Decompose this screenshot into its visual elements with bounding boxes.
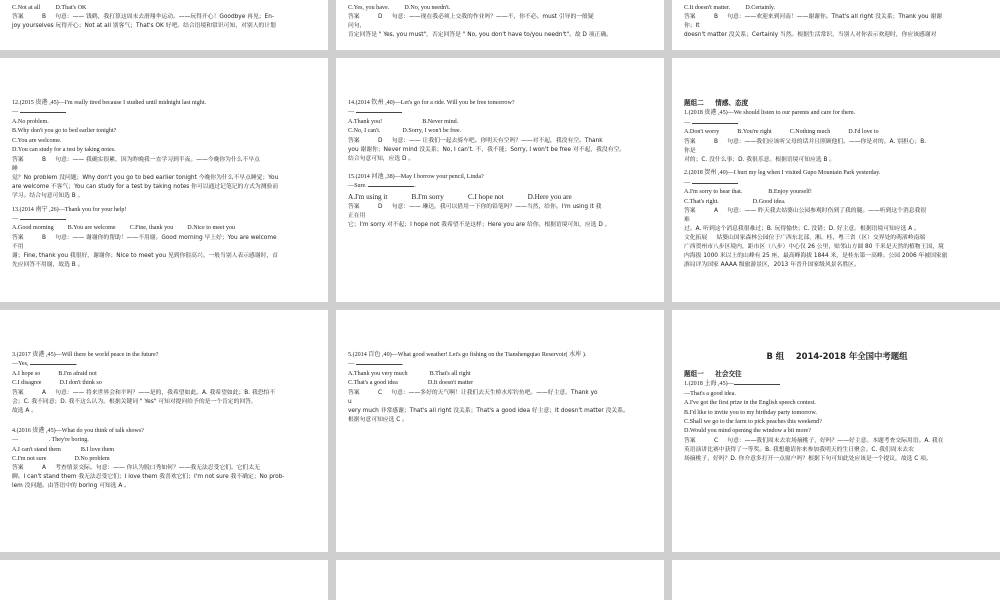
answer-line: 不用 xyxy=(12,243,24,250)
answer-line: 会；C. 我不同意；D. 我不这么认为。根据关键词 " Yes" 可知对提问给予的是一个肯定的回答， xyxy=(12,398,257,405)
blank-line xyxy=(30,360,76,365)
page-2 xyxy=(336,0,664,50)
question-stem: 5.(2014 百色 ,40)—What good weather! Let's go fishing on the Tianshengqiao Reservoir( 水库 ). xyxy=(348,352,587,358)
question-stem: 3.(2017 贵港 ,45)—Will there be world peace in the future? xyxy=(12,352,159,358)
answer-line: 答案 B 句意：——欢迎来到河南！——谢谢你。That's all right 没关系；Thank you 谢谢 xyxy=(684,14,943,21)
option: D.Nice to meet you xyxy=(187,225,235,232)
answer-line: 过。A. 听到这个消息我很难过；B. 玩得愉快；C. 没错；D. 好主意。根据语境可知应选 A 。 xyxy=(684,226,920,233)
option: A.Don't worry xyxy=(684,129,720,136)
answer-blank: — . They're boring. xyxy=(12,437,89,444)
answer-line: 答案 A 句意：—— 将来世界会和平吗？——是的，我希望如此。A. 我希望如此；B. 我恐怕不 xyxy=(12,389,276,396)
options-row xyxy=(348,192,654,203)
question-stem: 15.(2014 河池 ,38)—May I borrow your pencil, Linda? xyxy=(348,173,484,180)
answer-line: 肯定回答是 " Yes, you must"，否定回答是 " No, you don't have to/you needn't"。故 D 项正确。 xyxy=(348,32,612,39)
answer-blank: —Sure. . xyxy=(348,183,416,190)
options-row xyxy=(684,128,990,137)
options-row xyxy=(348,379,654,388)
answer-line: 广西贺州市八步区境内，距市区（八步）中心仅 26 公里，贴邻山方圆 80 千米是天然的植物王国，境 xyxy=(684,244,944,251)
page-12 xyxy=(672,560,1000,600)
page-10 xyxy=(0,560,328,600)
blank-line xyxy=(692,179,738,184)
option: C.I disagree xyxy=(12,380,42,387)
options-row xyxy=(12,370,318,379)
group-title: B 组 2014-2018 年全国中考题组 xyxy=(766,351,908,361)
page-8 xyxy=(336,310,664,552)
answer-line: 睡 xyxy=(12,165,18,172)
option: C.Fine, thank you xyxy=(129,225,174,232)
page-4 xyxy=(0,58,328,302)
option: A.Good morning xyxy=(12,225,54,232)
dash: —Sure. xyxy=(348,183,367,190)
page-7 xyxy=(0,310,328,552)
option: A.No problem. xyxy=(12,118,49,125)
answer-blank xyxy=(684,119,990,128)
answer-line: 文化拓展 姑婆山国家森林公园位于广西东北部，湘、桂、粤三省（区）交界处的萌渚岭南端 xyxy=(684,235,926,242)
option: B.I'd like to invite you to my birthday party tomorrow. xyxy=(684,409,817,416)
question-stem: 13.(2014 南宁 ,26)—Thank you for your help! xyxy=(12,206,127,213)
answer-line: 答案 A 句意：—— 昨天我去姑婆山公园参观时伤到了我的腿。——听到这个消息我很 xyxy=(684,208,927,215)
question-stem: 2.(2018 贺州 ,40)—I hurt my leg when I visited Gupo Mountain Park yesterday. xyxy=(684,170,881,177)
dash: — xyxy=(348,109,355,116)
answer-line: 你；It xyxy=(684,23,700,30)
answer-line: lem 没问题。由答语中的 boring 可知选 A 。 xyxy=(12,483,130,490)
answer-line: 聊。I can't stand them 我无法忍受它们；I love them 我喜欢它们；I'm not sure 我不确定；No prob- xyxy=(12,474,285,481)
answer-line: 答案 B 句意：—— 我确实很累，因为昨晚我一直学习到半夜。——今晚你为什么不早点 xyxy=(12,156,260,163)
answer-line: 答案 D 句意：—— 琳达，我可以借用一下你的铅笔吗？——当然，给你。I'm using it 我 xyxy=(348,203,602,210)
options-row xyxy=(684,198,990,207)
option: B.I'm afraid not xyxy=(58,370,97,377)
answer-line: 英语演讲比赛中获得了一等奖。B. 我想邀请你来参加我明天的生日聚会。C. 我们周末去农 xyxy=(684,446,914,453)
dash: — xyxy=(12,215,19,222)
answer-line: 先应回答不用谢，故选 B 。 xyxy=(12,261,84,268)
option-line: C.Yes, you have. D.No, you needn't. xyxy=(348,5,451,11)
answer-line: 答案 D 句意：—— 让我们一起去骑车吧。你明天有空吗？——对不起，我没有空。Thank xyxy=(348,137,603,144)
page-1 xyxy=(0,0,328,50)
answer-line: 答案 C 句意：——多好的天气啊！让我们去天生桥水库钓鱼吧。——好主意。Thank yo xyxy=(348,389,598,396)
option: D.You can study for a test by taking notes. xyxy=(12,147,116,154)
option: C.I'm not sure xyxy=(12,456,47,463)
answer-line: 觉？No problem 没问题；Why don't you go to bed earlier tonight 今晚你为什么不早点睡觉；You xyxy=(12,174,279,181)
blank-line xyxy=(692,119,738,124)
option: B.You are welcome xyxy=(67,225,116,232)
option-line: C.Not at all D.That's OK xyxy=(12,5,87,11)
option: C.I hope not xyxy=(467,192,504,201)
question-stem: 1.(2018 贵港 ,45)—We should listen to our parents and care for them. xyxy=(684,110,856,117)
option: D.Good idea. xyxy=(752,198,786,205)
answer-line: 对的；C. 没什么事；D. 我很乐意。根据语境可知应选 B 。 xyxy=(684,156,836,163)
answer-line: are welcome 不客气；You can study for a test by taking notes 你可以通过记笔记的方式为测验而 xyxy=(12,183,279,190)
answer-line: 学习。结合句意可知选 B 。 xyxy=(12,192,84,199)
answer-line: you 谢谢你；Never mind 没关系；No, I can't. 不，我不能；Sorry, I won't be free 对不起，我没有空。 xyxy=(348,146,626,153)
question-stem: 14.(2014 钦州 ,40)—Let's go for a ride. Will you be free tomorrow? xyxy=(348,100,515,106)
option: C.You are welcome. xyxy=(12,137,62,144)
dash: —Yes, xyxy=(12,361,29,368)
option: C.That's a good idea xyxy=(348,380,398,387)
dash: — xyxy=(684,179,691,186)
answer-line: doesn't matter 没关系；Certainly 当然。根据生活常识，当别人对你表示欢迎时，你应该感谢对 xyxy=(684,32,937,39)
option: A.Thank you! xyxy=(348,118,383,125)
answer-line: 内海拔 1000 米以上的山峰有 25 座，最高峰海拔 1844 米，是桂东第一高峰。公园 2006 年被国家旅 xyxy=(684,253,948,260)
answer-line: 正在用 xyxy=(348,212,366,219)
options-row xyxy=(348,127,654,136)
option: B.Enjoy yourself! xyxy=(768,189,812,196)
options-row xyxy=(684,188,990,197)
dash: — xyxy=(12,109,19,116)
stem-text: 1.(2018 上海 ,45)— xyxy=(684,381,734,388)
page-6 xyxy=(672,58,1000,302)
answer-blank: — . xyxy=(348,361,404,368)
answer-blank xyxy=(12,215,318,224)
dash: — xyxy=(348,361,355,368)
page-9 xyxy=(672,310,1000,552)
answer-blank xyxy=(12,108,318,117)
option: C.Nothing much xyxy=(789,129,831,136)
answer-line: 问句， xyxy=(348,23,366,30)
answer-blank: —That's a good idea. xyxy=(684,390,736,397)
options-row xyxy=(12,446,318,455)
option-line: C.It doesn't matter. D.Certainly. xyxy=(684,5,776,11)
question-stem: 4.(2016 贵港 ,45)—What do you think of talk shows? xyxy=(12,427,145,434)
options-row xyxy=(12,224,318,233)
answer-line: 答案 D 句意：——现在我必须上交我的作业吗？——不，你不必。must 引导的一般疑 xyxy=(348,14,594,21)
page-3 xyxy=(672,0,1000,50)
option: D.It doesn't matter xyxy=(427,380,474,387)
option: D.I'd love to xyxy=(848,129,879,136)
answer-line: 难 xyxy=(684,217,690,224)
option: B.Never mind. xyxy=(422,118,459,125)
answer-line: 故选 A 。 xyxy=(12,407,38,414)
section-heading: 题组二 情感、态度 xyxy=(684,99,749,107)
option: D.Sorry, I won't be free. xyxy=(402,128,462,135)
options-row xyxy=(12,455,318,464)
answer-line: 答案 B 句意：——我们应该听父母的话并且照顾他们。——你是对的。A. 别担心；B. xyxy=(684,138,927,145)
section-heading: 题组一 社会交往 xyxy=(684,370,742,379)
answer-line: 场摘桃子，好吗？D. 你介意多打开一点窗户吗？根据下句可知此处应该是一个提议，故选 C 项。 xyxy=(684,455,932,462)
option: A.Thank you very much xyxy=(348,370,408,377)
option: C.That's right. xyxy=(684,198,719,205)
answer-blank xyxy=(684,179,990,188)
option: B.Why don't you go to bed earlier tonight? xyxy=(12,128,117,135)
answer-line: 游局评为国家 AAAA 级旅游景区，2013 年晋升国家级风景名胜区。 xyxy=(684,262,860,269)
option: A.I've got the first prize in the English speech contest. xyxy=(684,400,816,407)
blank-line xyxy=(20,215,66,220)
answer-line: very much 非常感谢；That's all right 没关系；That's a good idea 好主意；It doesn't matter 没关系。 xyxy=(348,407,629,414)
option: B.I'm sorry xyxy=(411,192,444,201)
answer-line: 根据句意可知应选 C 。 xyxy=(348,416,408,423)
option: C.Shall we go to the farm to pick peaches this weekend? xyxy=(684,418,822,425)
option: B.I love them xyxy=(80,446,115,453)
option: A.I hope so xyxy=(12,370,41,377)
blank-line xyxy=(356,360,402,365)
option: C.No, I can't. xyxy=(348,128,381,135)
blank-line xyxy=(20,108,66,113)
option: A.I can't stand them xyxy=(12,446,61,453)
answer-line: 结合句意可知，应选 D 。 xyxy=(348,155,415,162)
question-stem: 12.(2015 贵港 ,45)—I'm really tired because I studied until midnight last night. xyxy=(12,100,207,106)
dash: — xyxy=(684,119,691,126)
blank-line xyxy=(734,380,780,385)
option: A.I'm using it xyxy=(348,192,388,201)
answer-line: 你是 xyxy=(684,147,696,154)
page-11 xyxy=(336,560,664,600)
answer-line: 答案 B 句意：—— 钱鹤，我打算这周末去滑翔伞运动。——玩得开心！Goodbye 再见；En- xyxy=(12,14,274,21)
answer-line: 谢；Fine, thank you 我很好，谢谢你；Nice to meet you 见到你很高兴。一般当别人表示感谢时，首 xyxy=(12,252,279,259)
options-row xyxy=(348,118,654,127)
option: A.I'm sorry to hear that. xyxy=(684,189,743,196)
options-row xyxy=(348,370,654,379)
answer-blank: —Yes, . xyxy=(12,361,78,368)
option: D.Here you are xyxy=(527,192,572,201)
answer-line: joy yourselves 玩得开心；Not at all 别客气；That's OK 好吧。结合语境和常识可知，对别人的计划 xyxy=(12,23,276,30)
option: B.That's all right xyxy=(429,370,471,377)
option: D.No problem xyxy=(74,456,110,463)
answer-line: 答案 A 考查情景交际。句意：—— 你认为脱口秀如何？——我无法忍受它们。它们太无 xyxy=(12,465,260,472)
option: B.You're right xyxy=(737,129,772,136)
question-stem xyxy=(684,380,990,389)
page-5 xyxy=(336,58,664,302)
answer-line: 它；I'm sorry 对不起；I hope not 我希望不是这样；Here you are 给你。根据语境可知，应选 D 。 xyxy=(348,221,611,228)
options-row xyxy=(12,379,318,388)
answer-line: 答案 B 句意：—— 谢谢你的帮助！——不用谢。Good morning 早上好；You are welcome xyxy=(12,234,277,241)
blank-line xyxy=(368,182,414,187)
answer-blank xyxy=(348,108,654,117)
answer-line: u xyxy=(348,398,352,405)
option: D.I don't think so xyxy=(59,380,102,387)
blank-line xyxy=(356,108,402,113)
option: D.Would you mind opening the window a bit more? xyxy=(684,428,811,435)
answer-line: 答案 C 句意：——我们周末去农场摘桃子，好吗？——好主意。本题考查交际用语。A. 我在 xyxy=(684,437,944,444)
